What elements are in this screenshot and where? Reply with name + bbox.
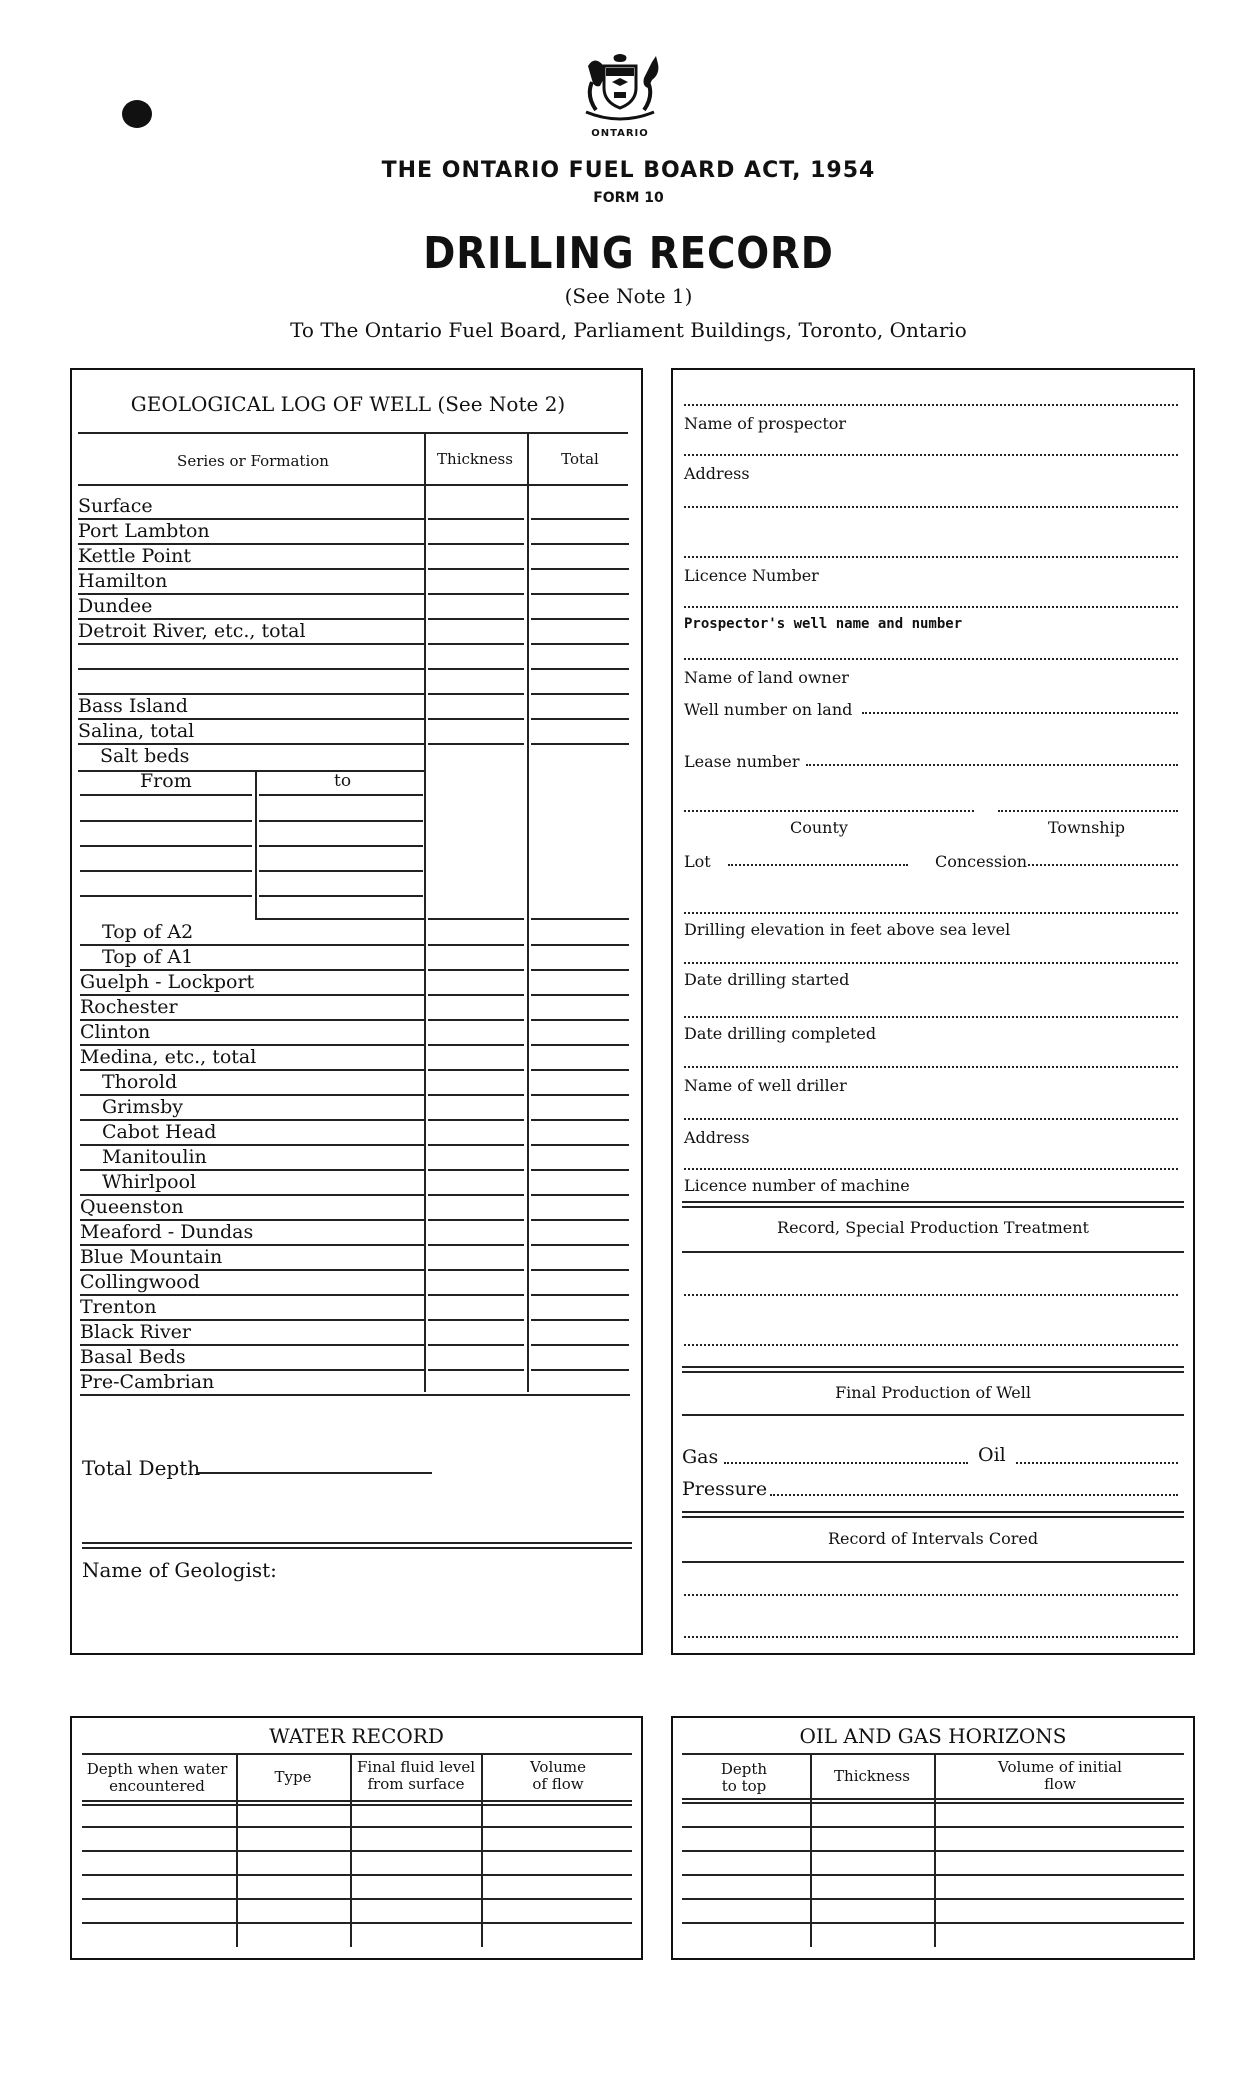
elevation-label: Drilling elevation in feet above sea level [684, 920, 1011, 939]
page-title: DRILLING RECORD [423, 228, 834, 279]
lease-number-label: Lease number [684, 752, 800, 771]
water-record-row[interactable] [82, 1898, 632, 1900]
thickness-cell[interactable] [428, 1119, 524, 1121]
thickness-cell[interactable] [428, 1244, 524, 1246]
county-field[interactable] [684, 810, 974, 812]
formation-row: Collingwood [80, 1271, 200, 1293]
horizon-col-volume: Volume of initial flow [998, 1758, 1122, 1793]
intervals-cored-field[interactable] [684, 1594, 1178, 1596]
well-name-field[interactable] [684, 606, 1178, 608]
act-title: THE ONTARIO FUEL BOARD ACT, 1954 [381, 158, 876, 183]
lot-field[interactable] [728, 864, 908, 866]
formation-row: Salina, total [78, 720, 195, 742]
thickness-cell[interactable] [428, 643, 524, 645]
address-driller-field[interactable] [684, 1118, 1178, 1120]
well-name-label: Prospector's well name and number [684, 616, 963, 632]
well-number-land-field[interactable] [862, 712, 1178, 714]
thickness-cell[interactable] [428, 543, 524, 545]
thickness-cell[interactable] [428, 1294, 524, 1296]
formation-row: Cabot Head [102, 1121, 217, 1143]
gas-field[interactable] [724, 1462, 968, 1464]
thickness-cell[interactable] [428, 1219, 524, 1221]
driller-label: Name of well driller [684, 1076, 847, 1095]
thickness-cell[interactable] [428, 1269, 524, 1271]
total-depth-field[interactable] [196, 1472, 432, 1474]
water-col-depth: Depth when water encountered [86, 1760, 228, 1795]
water-record-row[interactable] [82, 1922, 632, 1924]
salt-to-cell[interactable] [259, 895, 423, 897]
driller-field[interactable] [684, 1066, 1178, 1068]
formation-row: Kettle Point [78, 545, 191, 567]
total-cell[interactable] [531, 1344, 629, 1346]
pressure-label: Pressure [682, 1478, 768, 1500]
coat-label: ONTARIO [591, 128, 649, 139]
formation-row: Trenton [80, 1296, 157, 1318]
formation-row: Top of A2 [102, 921, 194, 943]
township-label: Township [1048, 818, 1125, 837]
water-record-row[interactable] [82, 1874, 632, 1876]
gas-label: Gas [682, 1446, 719, 1468]
formation-row: Blue Mountain [80, 1246, 223, 1268]
oil-gas-title: OIL AND GAS HORIZONS [799, 1724, 1067, 1748]
formation-row: Queenston [80, 1196, 184, 1218]
formation-row: Dundee [78, 595, 153, 617]
well-number-land-label: Well number on land [684, 700, 853, 719]
horizon-row[interactable] [682, 1922, 1184, 1924]
ontario-coat-of-arms-icon [578, 52, 662, 124]
total-cell[interactable] [531, 1269, 629, 1271]
land-owner-field[interactable] [684, 658, 1178, 660]
machine-licence-field[interactable] [684, 1168, 1178, 1170]
salt-from-cell[interactable] [80, 845, 252, 847]
formation-row: Meaford - Dundas [80, 1221, 254, 1243]
address-to: To The Ontario Fuel Board, Parliament Buildings, Toronto, Ontario [290, 318, 967, 342]
formation-row: Pre-Cambrian [80, 1371, 215, 1393]
total-cell[interactable] [531, 643, 629, 645]
total-cell[interactable] [531, 668, 629, 670]
ink-blot [122, 100, 152, 128]
licence-number-field[interactable] [684, 556, 1178, 558]
thickness-cell[interactable] [428, 1319, 524, 1321]
salt-to-cell[interactable] [259, 820, 423, 822]
total-cell[interactable] [531, 1119, 629, 1121]
salt-to-cell[interactable] [259, 845, 423, 847]
county-label: County [790, 818, 848, 837]
formation-row: Port Lambton [78, 520, 210, 542]
salt-to-cell[interactable] [259, 870, 423, 872]
thickness-cell[interactable] [428, 668, 524, 670]
col-total-header: Total [561, 450, 599, 468]
date-started-field[interactable] [684, 962, 1178, 964]
salt-to-label: to [334, 771, 352, 791]
total-cell[interactable] [531, 1369, 629, 1371]
elevation-field[interactable] [684, 912, 1178, 914]
formation-row: Whirlpool [102, 1171, 197, 1193]
formation-row: Hamilton [78, 570, 168, 592]
thickness-cell[interactable] [428, 1044, 524, 1046]
address-label: Address [684, 464, 750, 483]
horizon-row[interactable] [682, 1874, 1184, 1876]
date-completed-label: Date drilling completed [684, 1024, 877, 1043]
horizon-row[interactable] [682, 1826, 1184, 1828]
machine-licence-label: Licence number of machine [684, 1176, 910, 1195]
total-cell[interactable] [531, 1019, 629, 1021]
formation-row: Bass Island [78, 695, 188, 717]
pressure-field[interactable] [770, 1494, 1178, 1496]
thickness-cell[interactable] [428, 1194, 524, 1196]
township-field[interactable] [998, 810, 1178, 812]
thickness-cell[interactable] [428, 568, 524, 570]
thickness-cell[interactable] [428, 1344, 524, 1346]
horizon-col-depth: Depth to top [720, 1760, 768, 1795]
formation-row: Rochester [80, 996, 178, 1018]
intervals-cored-title: Record of Intervals Cored [827, 1529, 1039, 1548]
total-cell[interactable] [531, 1169, 629, 1171]
formation-row: Medina, etc., total [80, 1046, 257, 1068]
water-col-type: Type [274, 1768, 312, 1786]
intervals-cored-field-2[interactable] [684, 1636, 1178, 1638]
total-cell[interactable] [531, 1144, 629, 1146]
geo-log-title: GEOLOGICAL LOG OF WELL (See Note 2) [130, 392, 566, 416]
thickness-cell[interactable] [428, 718, 524, 720]
salt-from-cell[interactable] [80, 820, 252, 822]
salt-from-cell[interactable] [80, 870, 252, 872]
oil-label: Oil [978, 1444, 1006, 1466]
formation-row: Grimsby [102, 1096, 184, 1118]
thickness-cell[interactable] [428, 1069, 524, 1071]
concession-label: Concession [935, 852, 1028, 871]
formation-row: Clinton [80, 1021, 151, 1043]
total-cell[interactable] [531, 593, 629, 595]
total-cell[interactable] [531, 718, 629, 720]
prospector-name-field[interactable] [684, 404, 1178, 406]
total-cell[interactable] [531, 743, 629, 745]
total-cell[interactable] [531, 969, 629, 971]
total-cell[interactable] [531, 543, 629, 545]
note-ref: (See Note 1) [564, 284, 693, 308]
water-record-row[interactable] [82, 1850, 632, 1852]
formation-row: Guelph - Lockport [80, 971, 255, 993]
total-cell[interactable] [531, 518, 629, 520]
total-cell[interactable] [531, 994, 629, 996]
salt-from-cell[interactable] [80, 794, 252, 796]
formation-row: Top of A1 [102, 946, 194, 968]
thickness-cell[interactable] [428, 518, 524, 520]
water-col-fluid-level: Final fluid level from surface [356, 1758, 476, 1793]
oil-field[interactable] [1016, 1462, 1178, 1464]
final-production-title: Final Production of Well [835, 1383, 1031, 1402]
total-cell[interactable] [531, 1069, 629, 1071]
address-field-2[interactable] [684, 506, 1178, 508]
water-record-title: WATER RECORD [269, 1724, 444, 1748]
thickness-cell[interactable] [428, 1144, 524, 1146]
horizon-row[interactable] [682, 1898, 1184, 1900]
formation-row: Detroit River, etc., total [78, 620, 306, 642]
thickness-cell[interactable] [428, 593, 524, 595]
thickness-cell[interactable] [428, 969, 524, 971]
thickness-cell[interactable] [428, 1019, 524, 1021]
salt-to-cell[interactable] [259, 794, 423, 796]
water-record-row[interactable] [82, 1826, 632, 1828]
formation-row: Black River [80, 1321, 192, 1343]
special-treatment-title: Record, Special Production Treatment [777, 1218, 1089, 1237]
thickness-cell[interactable] [428, 1169, 524, 1171]
total-cell[interactable] [531, 1294, 629, 1296]
address-field[interactable] [684, 454, 1178, 456]
driller-address-label: Address [684, 1128, 750, 1147]
col-series-header: Series or Formation [177, 452, 329, 470]
licence-number-label: Licence Number [684, 566, 819, 585]
formation-row: Surface [78, 495, 153, 517]
date-started-label: Date drilling started [684, 970, 850, 989]
total-cell[interactable] [531, 618, 629, 620]
salt-from-cell[interactable] [80, 895, 252, 897]
geologist-label: Name of Geologist: [82, 1558, 277, 1582]
thickness-cell[interactable] [428, 994, 524, 996]
form-number: FORM 10 [593, 190, 664, 206]
concession-field[interactable] [1028, 864, 1178, 866]
thickness-cell[interactable] [428, 1094, 524, 1096]
total-cell[interactable] [531, 568, 629, 570]
special-treatment-field[interactable] [684, 1294, 1178, 1296]
formation-row: Salt beds [100, 745, 190, 767]
total-depth-label: Total Depth [82, 1456, 201, 1480]
salt-from-label: From [140, 770, 192, 792]
total-cell[interactable] [531, 693, 629, 695]
total-cell[interactable] [531, 1094, 629, 1096]
total-cell[interactable] [531, 1244, 629, 1246]
total-cell[interactable] [531, 1219, 629, 1221]
lot-label: Lot [684, 852, 711, 871]
thickness-cell[interactable] [428, 618, 524, 620]
water-col-volume: Volume of flow [529, 1758, 587, 1793]
total-cell[interactable] [531, 1044, 629, 1046]
total-cell[interactable] [531, 1319, 629, 1321]
thickness-cell[interactable] [428, 693, 524, 695]
lease-number-field[interactable] [806, 764, 1178, 766]
total-cell[interactable] [531, 1194, 629, 1196]
formation-row: Thorold [102, 1071, 178, 1093]
horizon-col-thickness: Thickness [834, 1767, 910, 1785]
formation-row: Manitoulin [102, 1146, 207, 1168]
prospector-name-label: Name of prospector [684, 414, 847, 433]
horizon-row[interactable] [682, 1850, 1184, 1852]
thickness-cell[interactable] [428, 944, 524, 946]
col-thickness-header: Thickness [437, 450, 513, 468]
formation-row: Basal Beds [80, 1346, 186, 1368]
land-owner-label: Name of land owner [684, 668, 849, 687]
total-cell[interactable] [531, 944, 629, 946]
special-treatment-field-2[interactable] [684, 1344, 1178, 1346]
date-completed-field[interactable] [684, 1016, 1178, 1018]
thickness-cell[interactable] [428, 743, 524, 745]
thickness-cell[interactable] [428, 1369, 524, 1371]
